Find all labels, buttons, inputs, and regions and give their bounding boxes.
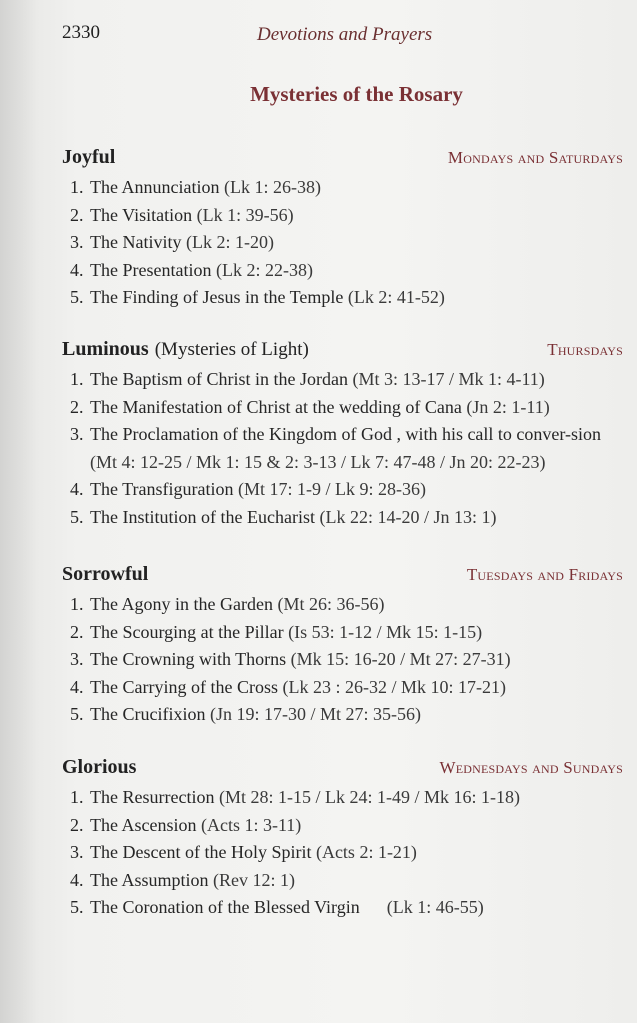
list-item: 5. The Institution of the Eucharist (Lk 22: 14-20 / Jn 13: 1)	[70, 506, 497, 527]
set-days: Tuesdays and Fridays	[466, 565, 623, 584]
set-days: Mondays and Saturdays	[447, 148, 623, 167]
list-item: 2. The Visitation (Lk 1: 39-56)	[70, 204, 294, 225]
section-title: Mysteries of the Rosary	[250, 82, 463, 106]
list-item: 4. The Carrying of the Cross (Lk 23 : 26-32 / Mk 10: 17-21)	[70, 676, 506, 697]
set-subtitle: (Mysteries of Light)	[154, 339, 309, 360]
list-item: 5. The Coronation of the Blessed Virgin (Lk 1: 46-55)	[70, 897, 484, 917]
set-days: Thursdays	[547, 340, 623, 359]
list-item: 2. The Manifestation of Christ at the wedding of Cana (Jn 2: 1-11)	[70, 396, 550, 417]
list-item: 4. The Assumption (Rev 12: 1)	[70, 869, 295, 890]
mystery-list	[62, 174, 623, 312]
list-item: 5. The Finding of Jesus in the Temple (Lk 2: 41-52)	[70, 287, 445, 307]
mystery-set-sorrowful	[62, 563, 623, 729]
set-name: Sorrowful	[62, 563, 149, 585]
set-name: Glorious	[62, 756, 137, 778]
list-item: 1. The Annunciation (Lk 1: 26-38)	[70, 177, 321, 197]
mystery-set-luminous	[62, 338, 623, 531]
set-header	[62, 338, 623, 366]
list-item: 4. The Transfiguration (Mt 17: 1-9 / Lk 9: 28-36)	[70, 479, 426, 499]
list-item: 3. The Crowning with Thorns (Mk 15: 16-20 / Mt 27: 27-31)	[70, 649, 511, 669]
list-item: 1. The Baptism of Christ in the Jordan (Mt 3: 13-17 / Mk 1: 4-11)	[70, 369, 545, 389]
set-name: Luminous (Mysteries of Light)	[62, 338, 309, 360]
mystery-list	[62, 366, 623, 531]
list-item: 5. The Crucifixion (Jn 19: 17-30 / Mt 27: 35-56)	[70, 704, 421, 724]
page-number: 2330	[62, 22, 100, 43]
list-item: 2. The Ascension (Acts 1: 3-11)	[70, 814, 302, 835]
list-item: 1. The Resurrection (Mt 28: 1-15 / Lk 24: 1-49 / Mk 16: 1-18)	[70, 787, 520, 807]
page-gutter-shadow	[0, 0, 38, 1023]
list-item: 3. The Proclamation of the Kingdom of God , with his call to conver-sion (Mt 4: 12-25 / Mk 1: 15 & 2: 3-13 / Lk 7: 47-48 / Jn 20: 22-23)	[70, 424, 602, 472]
list-item: 2. The Scourging at the Pillar (Is 53: 1-12 / Mk 15: 1-15)	[70, 621, 483, 642]
page-header	[62, 22, 597, 52]
mystery-list	[62, 784, 623, 922]
mystery-set-glorious	[62, 756, 623, 922]
set-header	[62, 146, 623, 174]
list-item: 4. The Presentation (Lk 2: 22-38)	[70, 259, 313, 280]
set-days: Wednesdays and Sundays	[439, 758, 623, 777]
running-head: Devotions and Prayers	[257, 24, 433, 45]
set-header	[62, 563, 623, 591]
mystery-list	[62, 591, 623, 729]
list-item: 3. The Nativity (Lk 2: 1-20)	[70, 232, 274, 252]
mystery-set-joyful	[62, 146, 623, 312]
list-item: 1. The Agony in the Garden (Mt 26: 36-56)	[70, 594, 385, 614]
set-header	[62, 756, 623, 784]
list-item: 3. The Descent of the Holy Spirit (Acts 2: 1-21)	[70, 842, 417, 862]
set-name: Joyful	[62, 146, 116, 168]
